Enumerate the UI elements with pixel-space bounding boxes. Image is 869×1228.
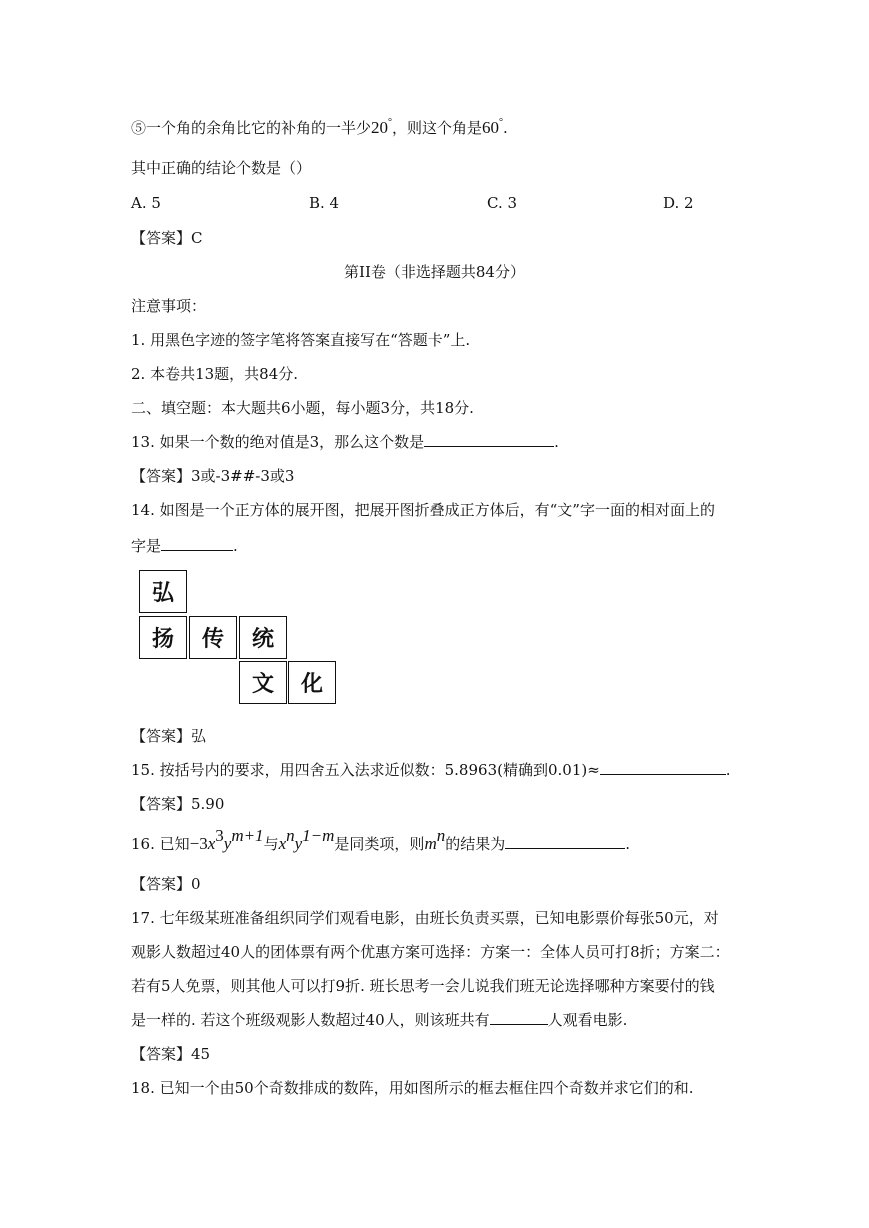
section-title: 第II卷（非选择题共84分） — [344, 263, 525, 281]
question-17-line-2: 观影人数超过40人的团体票有两个优惠方案可选择：方案一：全体人员可打8折；方案二： — [131, 943, 730, 961]
question-17-line-4: 是一样的. 若这个班级观影人数超过40人，则该班共有 人观看电影. — [131, 1011, 628, 1029]
option-c: C. 3 — [487, 194, 518, 212]
answer-blank — [505, 834, 625, 849]
note-2: 2. 本卷共13题，共84分. — [131, 365, 299, 383]
question-15: 15. 按括号内的要求，用四舍五入法求近似数：5.8963(精确到0.01)≈ . — [131, 761, 731, 779]
question-14-line-2: 字是 . — [131, 537, 238, 555]
question-16: 16. 已知$-3x^3y^{m+1}$与$x^ny^{1-m}$是同类项，则$m^n$的结果为 . — [131, 826, 631, 853]
part-two-heading: 二、填空题：本大题共6小题，每小题3分，共18分. — [131, 399, 474, 417]
item-5: ⑤一个角的余角比它的补角的一半少20°，则这个角是60°. — [131, 117, 508, 137]
option-a: A. 5 — [131, 194, 161, 212]
net-cell: 扬 — [139, 616, 187, 659]
answer-blank — [424, 432, 554, 447]
question-14-line-1: 14. 如图是一个正方体的展开图，把展开图折叠成正方体后，有“文”字一面的相对面上的 — [131, 501, 715, 519]
net-cell: 弘 — [139, 570, 187, 613]
question-18: 18. 已知一个由50个奇数排成的数阵，用如图所示的框去框住四个奇数并求它们的和. — [131, 1079, 694, 1097]
note-1: 1. 用黑色字迹的签字笔将答案直接写在“答题卡”上. — [131, 331, 471, 349]
cube-net-figure — [139, 570, 339, 706]
option-b: B. 4 — [309, 194, 340, 212]
option-d: D. 2 — [663, 194, 694, 212]
net-cell: 文 — [239, 661, 287, 704]
answer-blank — [161, 536, 233, 551]
angle-20: 20° — [371, 117, 393, 137]
term-coefficient: −3 — [189, 834, 208, 853]
answer-13: 【答案】3或-3##-3或3 — [131, 467, 295, 485]
question-17-line-3: 若有5人免票，则其他人可以打9折. 班长思考一会儿说我们班无论选择哪种方案要付的钱 — [131, 977, 715, 995]
notes-title: 注意事项： — [131, 297, 207, 315]
answer-16: 【答案】0 — [131, 875, 201, 893]
answer-15: 【答案】5.90 — [131, 795, 225, 813]
net-cell: 传 — [189, 616, 237, 659]
answer-17: 【答案】45 — [131, 1045, 211, 1063]
net-cell: 统 — [239, 616, 287, 659]
question-13: 13. 如果一个数的绝对值是3，那么这个数是 . — [131, 433, 559, 451]
question-prompt: 其中正确的结论个数是（） — [131, 159, 312, 177]
answer-14: 【答案】弘 — [131, 727, 207, 745]
angle-60: 60° — [482, 117, 504, 137]
net-cell: 化 — [288, 661, 336, 704]
answer-blank — [490, 1010, 548, 1025]
answer-blank — [600, 760, 726, 775]
question-17-line-1: 17. 七年级某班准备组织同学们观看电影，由班长负责买票，已知电影票价每张50元，对 — [131, 909, 719, 927]
answer-12: 【答案】C — [131, 229, 203, 247]
